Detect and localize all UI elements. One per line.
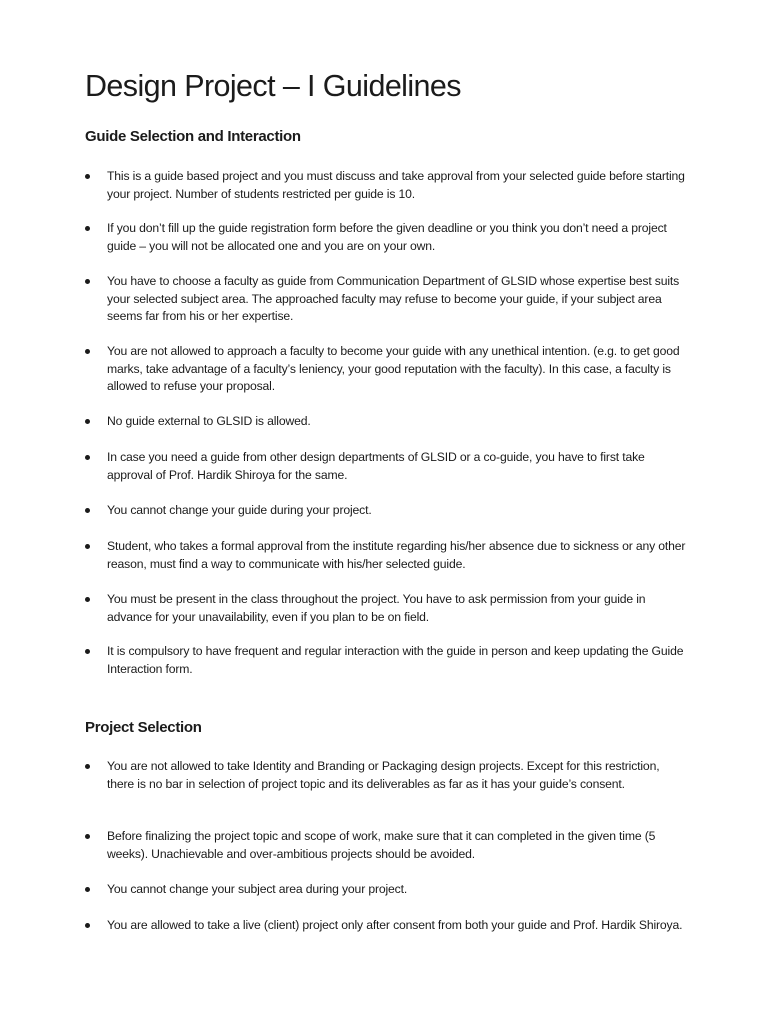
bullet-icon [85,226,90,231]
bullet-icon [85,508,90,513]
bullet-icon [85,834,90,839]
list-item-text: It is compulsory to have frequent and regular interaction with the guide in person and keep updating the Guide Interaction form. [107,644,684,676]
bullet-icon [85,887,90,892]
list-item-text: This is a guide based project and you must discuss and take approval from your selected guide before starting your project. Number of students restricted per guide is 10. [107,169,685,201]
list-item-text: You are allowed to take a live (client) project only after consent from both your guide and Prof. Hardik Shiroya. [107,918,683,932]
list-item-text: You are not allowed to take Identity and Branding or Packaging design projects. Except for this restriction, there is no bar in selection of project topic and its deliverables as far as it has your guide’s consent. [107,759,660,791]
list-item-text: Student, who takes a formal approval from the institute regarding his/her absence due to sickness or any other reason, must find a way to communicate with his/her selected guide. [107,539,686,571]
list-item-text: If you don’t fill up the guide registration form before the given deadline or you think you don’t need a project guide – you will not be allocated one and you are on your own. [107,221,667,253]
bullet-icon [85,923,90,928]
bullet-icon [85,349,90,354]
bullet-icon [85,419,90,424]
list-item-text: You have to choose a faculty as guide from Communication Department of GLSID whose expertise best suits your selected subject area. The approached faculty may refuse to become your guide, if your subject area seems far from his or her expertise. [107,274,680,324]
section-heading-project-selection: Project Selection [85,719,202,736]
list-item-text: You are not allowed to approach a faculty to become your guide with any unethical intention. (e.g. to get good marks, take advantage of a faculty’s leniency, your good reputation with the faculty). In this case, a faculty is allowed to refuse your proposal. [107,344,680,394]
bullet-icon [85,174,90,179]
bullet-icon [85,455,90,460]
list-item-text: Before finalizing the project topic and scope of work, make sure that it can completed in the given time (5 weeks). Unachievable and over-ambitious projects should be avoided. [107,829,656,861]
bullet-icon [85,764,90,769]
bullet-icon [85,597,90,602]
list-item-text: No guide external to GLSID is allowed. [107,414,311,428]
bullet-icon [85,279,90,284]
section-heading-guide-selection: Guide Selection and Interaction [85,128,301,145]
list-item-text: You cannot change your guide during your project. [107,503,372,517]
list-item-text: You must be present in the class throughout the project. You have to ask permission from your guide in advance for your unavailability, even if you plan to be on field. [107,592,646,624]
list-item-text: In case you need a guide from other design departments of GLSID or a co-guide, you have to first take approval of Prof. Hardik Shiroya for the same. [107,450,645,482]
document-title: Design Project – I Guidelines [85,69,461,103]
bullet-icon [85,544,90,549]
list-item-text: You cannot change your subject area during your project. [107,882,408,896]
bullet-icon [85,649,90,654]
